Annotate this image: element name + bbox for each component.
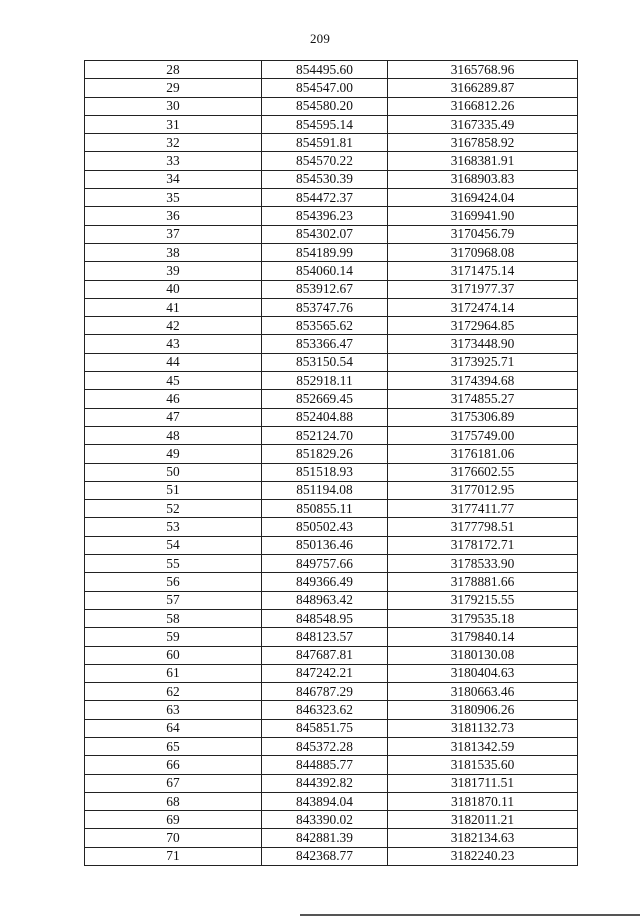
y-coordinate-cell: 3176602.55 [388, 463, 578, 481]
table-row [85, 847, 578, 865]
point-number-cell: 50 [85, 463, 262, 481]
y-coordinate-cell: 3165768.96 [388, 61, 578, 79]
point-number-cell: 32 [85, 134, 262, 152]
y-coordinate-cell: 3181132.73 [388, 719, 578, 737]
table-row [85, 481, 578, 499]
y-coordinate-cell: 3180130.08 [388, 646, 578, 664]
table-row [85, 719, 578, 737]
y-coordinate-cell: 3173448.90 [388, 335, 578, 353]
table-row [85, 701, 578, 719]
x-coordinate-cell: 854595.14 [262, 115, 388, 133]
point-number-cell: 39 [85, 262, 262, 280]
x-coordinate-cell: 853565.62 [262, 317, 388, 335]
x-coordinate-cell: 853366.47 [262, 335, 388, 353]
table-row [85, 445, 578, 463]
y-coordinate-cell: 3168903.83 [388, 170, 578, 188]
table-row [85, 79, 578, 97]
table-row [85, 134, 578, 152]
table-row [85, 500, 578, 518]
x-coordinate-cell: 848963.42 [262, 591, 388, 609]
y-coordinate-cell: 3174394.68 [388, 372, 578, 390]
table-row [85, 756, 578, 774]
point-number-cell: 30 [85, 97, 262, 115]
x-coordinate-cell: 852404.88 [262, 408, 388, 426]
table-row [85, 390, 578, 408]
table-row [85, 317, 578, 335]
x-coordinate-cell: 854060.14 [262, 262, 388, 280]
y-coordinate-cell: 3170968.08 [388, 243, 578, 261]
table-row [85, 243, 578, 261]
table-row [85, 353, 578, 371]
table-row [85, 280, 578, 298]
x-coordinate-cell: 854189.99 [262, 243, 388, 261]
x-coordinate-cell: 845851.75 [262, 719, 388, 737]
table-row [85, 207, 578, 225]
point-number-cell: 56 [85, 573, 262, 591]
table-row [85, 774, 578, 792]
x-coordinate-cell: 850136.46 [262, 536, 388, 554]
table-row [85, 829, 578, 847]
y-coordinate-cell: 3180404.63 [388, 664, 578, 682]
x-coordinate-cell: 854396.23 [262, 207, 388, 225]
x-coordinate-cell: 853912.67 [262, 280, 388, 298]
table-row [85, 298, 578, 316]
x-coordinate-cell: 854302.07 [262, 225, 388, 243]
point-number-cell: 65 [85, 737, 262, 755]
y-coordinate-cell: 3175306.89 [388, 408, 578, 426]
table-row [85, 426, 578, 444]
y-coordinate-cell: 3177012.95 [388, 481, 578, 499]
point-number-cell: 35 [85, 189, 262, 207]
table-row [85, 664, 578, 682]
y-coordinate-cell: 3179840.14 [388, 628, 578, 646]
point-number-cell: 69 [85, 811, 262, 829]
bottom-rule [300, 914, 640, 916]
y-coordinate-cell: 3174855.27 [388, 390, 578, 408]
table-row [85, 463, 578, 481]
point-number-cell: 59 [85, 628, 262, 646]
y-coordinate-cell: 3181870.11 [388, 792, 578, 810]
point-number-cell: 48 [85, 426, 262, 444]
point-number-cell: 34 [85, 170, 262, 188]
y-coordinate-cell: 3169941.90 [388, 207, 578, 225]
y-coordinate-cell: 3166289.87 [388, 79, 578, 97]
x-coordinate-cell: 854495.60 [262, 61, 388, 79]
x-coordinate-cell: 849366.49 [262, 573, 388, 591]
coordinates-table [84, 60, 578, 866]
point-number-cell: 37 [85, 225, 262, 243]
y-coordinate-cell: 3176181.06 [388, 445, 578, 463]
y-coordinate-cell: 3170456.79 [388, 225, 578, 243]
x-coordinate-cell: 852918.11 [262, 372, 388, 390]
x-coordinate-cell: 853150.54 [262, 353, 388, 371]
x-coordinate-cell: 843894.04 [262, 792, 388, 810]
point-number-cell: 45 [85, 372, 262, 390]
y-coordinate-cell: 3175749.00 [388, 426, 578, 444]
x-coordinate-cell: 845372.28 [262, 737, 388, 755]
x-coordinate-cell: 850855.11 [262, 500, 388, 518]
y-coordinate-cell: 3181535.60 [388, 756, 578, 774]
point-number-cell: 71 [85, 847, 262, 865]
x-coordinate-cell: 854530.39 [262, 170, 388, 188]
table-row [85, 152, 578, 170]
x-coordinate-cell: 854591.81 [262, 134, 388, 152]
point-number-cell: 68 [85, 792, 262, 810]
x-coordinate-cell: 847242.21 [262, 664, 388, 682]
point-number-cell: 66 [85, 756, 262, 774]
y-coordinate-cell: 3179215.55 [388, 591, 578, 609]
table-row [85, 170, 578, 188]
y-coordinate-cell: 3167335.49 [388, 115, 578, 133]
point-number-cell: 67 [85, 774, 262, 792]
y-coordinate-cell: 3178172.71 [388, 536, 578, 554]
x-coordinate-cell: 854472.37 [262, 189, 388, 207]
point-number-cell: 38 [85, 243, 262, 261]
x-coordinate-cell: 850502.43 [262, 518, 388, 536]
y-coordinate-cell: 3178533.90 [388, 555, 578, 573]
x-coordinate-cell: 848123.57 [262, 628, 388, 646]
x-coordinate-cell: 843390.02 [262, 811, 388, 829]
y-coordinate-cell: 3182240.23 [388, 847, 578, 865]
table-row [85, 408, 578, 426]
table-row [85, 61, 578, 79]
y-coordinate-cell: 3180663.46 [388, 683, 578, 701]
point-number-cell: 51 [85, 481, 262, 499]
table-row [85, 573, 578, 591]
point-number-cell: 29 [85, 79, 262, 97]
x-coordinate-cell: 846787.29 [262, 683, 388, 701]
x-coordinate-cell: 852669.45 [262, 390, 388, 408]
table-row [85, 262, 578, 280]
x-coordinate-cell: 851518.93 [262, 463, 388, 481]
table-row [85, 792, 578, 810]
x-coordinate-cell: 844885.77 [262, 756, 388, 774]
point-number-cell: 47 [85, 408, 262, 426]
point-number-cell: 53 [85, 518, 262, 536]
table-row [85, 811, 578, 829]
point-number-cell: 31 [85, 115, 262, 133]
y-coordinate-cell: 3172474.14 [388, 298, 578, 316]
y-coordinate-cell: 3171977.37 [388, 280, 578, 298]
x-coordinate-cell: 846323.62 [262, 701, 388, 719]
table-row [85, 609, 578, 627]
point-number-cell: 43 [85, 335, 262, 353]
table-row [85, 189, 578, 207]
table-row [85, 518, 578, 536]
y-coordinate-cell: 3181342.59 [388, 737, 578, 755]
point-number-cell: 55 [85, 555, 262, 573]
y-coordinate-cell: 3180906.26 [388, 701, 578, 719]
y-coordinate-cell: 3177798.51 [388, 518, 578, 536]
page-number: 209 [309, 31, 331, 46]
point-number-cell: 58 [85, 609, 262, 627]
point-number-cell: 64 [85, 719, 262, 737]
x-coordinate-cell: 851194.08 [262, 481, 388, 499]
point-number-cell: 52 [85, 500, 262, 518]
x-coordinate-cell: 842881.39 [262, 829, 388, 847]
point-number-cell: 40 [85, 280, 262, 298]
y-coordinate-cell: 3172964.85 [388, 317, 578, 335]
point-number-cell: 57 [85, 591, 262, 609]
y-coordinate-cell: 3182134.63 [388, 829, 578, 847]
table-row [85, 737, 578, 755]
table-row [85, 372, 578, 390]
table-row [85, 683, 578, 701]
x-coordinate-cell: 848548.95 [262, 609, 388, 627]
y-coordinate-cell: 3166812.26 [388, 97, 578, 115]
x-coordinate-cell: 854580.20 [262, 97, 388, 115]
table-row [85, 225, 578, 243]
point-number-cell: 28 [85, 61, 262, 79]
y-coordinate-cell: 3177411.77 [388, 500, 578, 518]
x-coordinate-cell: 847687.81 [262, 646, 388, 664]
y-coordinate-cell: 3181711.51 [388, 774, 578, 792]
x-coordinate-cell: 853747.76 [262, 298, 388, 316]
x-coordinate-cell: 851829.26 [262, 445, 388, 463]
table-row [85, 646, 578, 664]
table-row [85, 335, 578, 353]
point-number-cell: 54 [85, 536, 262, 554]
y-coordinate-cell: 3179535.18 [388, 609, 578, 627]
x-coordinate-cell: 854570.22 [262, 152, 388, 170]
x-coordinate-cell: 854547.00 [262, 79, 388, 97]
point-number-cell: 70 [85, 829, 262, 847]
table-row [85, 97, 578, 115]
x-coordinate-cell: 844392.82 [262, 774, 388, 792]
table-row [85, 628, 578, 646]
point-number-cell: 63 [85, 701, 262, 719]
table-row [85, 115, 578, 133]
point-number-cell: 61 [85, 664, 262, 682]
y-coordinate-cell: 3167858.92 [388, 134, 578, 152]
point-number-cell: 49 [85, 445, 262, 463]
x-coordinate-cell: 842368.77 [262, 847, 388, 865]
point-number-cell: 46 [85, 390, 262, 408]
x-coordinate-cell: 852124.70 [262, 426, 388, 444]
table-row [85, 555, 578, 573]
y-coordinate-cell: 3173925.71 [388, 353, 578, 371]
y-coordinate-cell: 3178881.66 [388, 573, 578, 591]
point-number-cell: 60 [85, 646, 262, 664]
coordinates-table-body [85, 61, 578, 866]
point-number-cell: 42 [85, 317, 262, 335]
point-number-cell: 44 [85, 353, 262, 371]
x-coordinate-cell: 849757.66 [262, 555, 388, 573]
point-number-cell: 36 [85, 207, 262, 225]
table-row [85, 591, 578, 609]
y-coordinate-cell: 3168381.91 [388, 152, 578, 170]
point-number-cell: 33 [85, 152, 262, 170]
point-number-cell: 41 [85, 298, 262, 316]
y-coordinate-cell: 3171475.14 [388, 262, 578, 280]
y-coordinate-cell: 3169424.04 [388, 189, 578, 207]
point-number-cell: 62 [85, 683, 262, 701]
table-row [85, 536, 578, 554]
y-coordinate-cell: 3182011.21 [388, 811, 578, 829]
